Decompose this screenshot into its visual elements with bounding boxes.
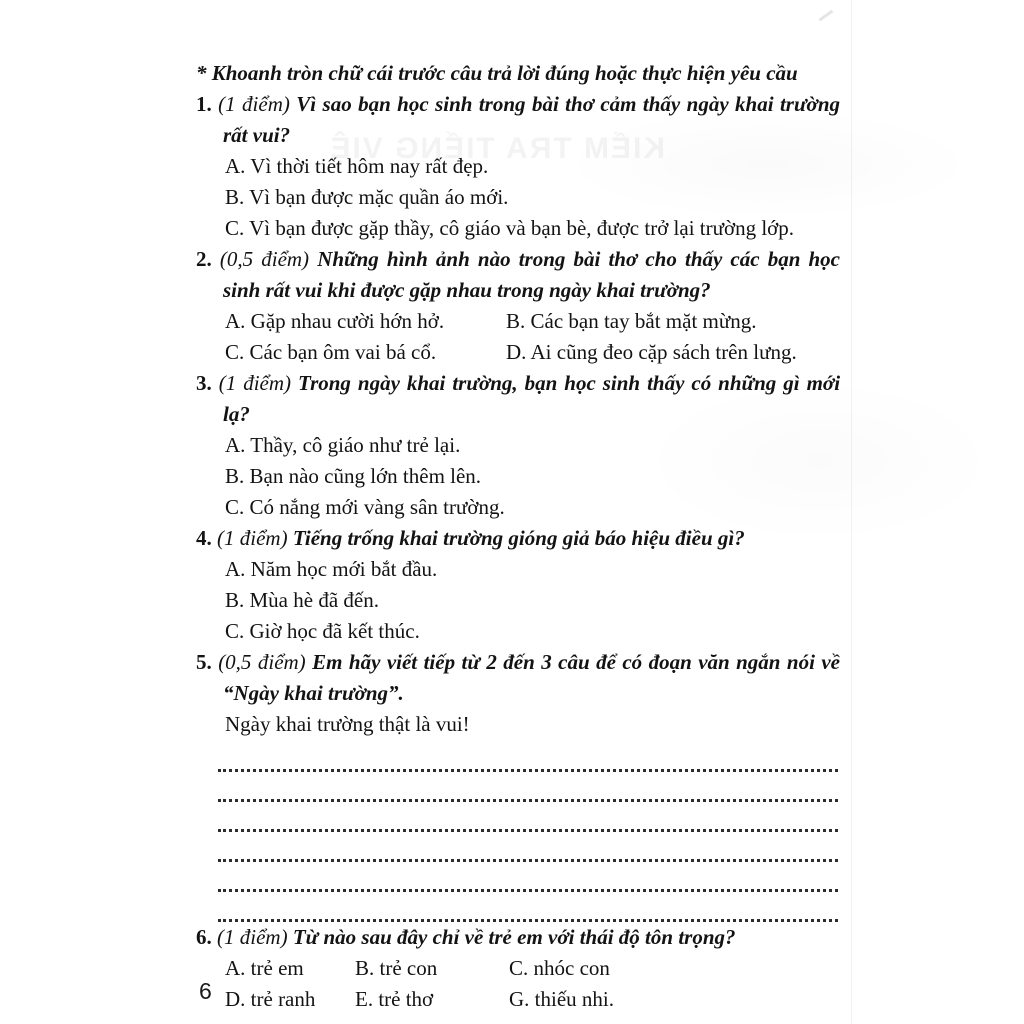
question-4-line — [196, 523, 840, 554]
question-number: 2. — [196, 247, 212, 271]
question-stem: Những hình ảnh nào trong bài thơ cho thấy các bạn học sinh rất vui khi được gặp nhau trong ngày khai trường? — [223, 247, 840, 302]
option-2b: B. Các bạn tay bắt mặt mừng. — [506, 309, 757, 333]
question-number: 5. — [196, 650, 212, 674]
answer-lines — [196, 742, 840, 922]
question-3 — [196, 368, 840, 523]
question-points: (0,5 điểm) — [218, 650, 306, 674]
question-points: (1 điểm) — [218, 92, 290, 116]
option-2a: A. Gặp nhau cười hớn hở. — [225, 309, 445, 333]
question-stem: Em hãy viết tiếp từ 2 đến 3 câu để có đoạn văn ngắn nói về “Ngày khai trường”. — [223, 650, 841, 705]
scan-edge-line — [851, 0, 852, 1024]
question-6 — [196, 922, 840, 1015]
option-4b: B. Mùa hè đã đến. — [225, 588, 379, 612]
option-6e: E. trẻ thơ — [355, 987, 434, 1011]
option-6g: G. thiếu nhi. — [509, 987, 614, 1011]
option-3a: A. Thầy, cô giáo như trẻ lại. — [225, 433, 461, 457]
question-stem: Từ nào sau đây chỉ về trẻ em với thái độ tôn trọng? — [292, 925, 736, 949]
answer-dotted-line — [218, 802, 838, 832]
answer-dotted-line — [218, 832, 838, 862]
option-6a: A. trẻ em — [225, 956, 304, 980]
answer-dotted-line — [218, 772, 838, 802]
question-number: 6. — [196, 925, 212, 949]
question-5-line — [196, 647, 840, 709]
option-3c: C. Có nắng mới vàng sân trường. — [225, 495, 505, 519]
question-stem: Trong ngày khai trường, bạn học sinh thấy có những gì mới lạ? — [223, 371, 841, 426]
question-stem: Vì sao bạn học sinh trong bài thơ cảm thấy ngày khai trường rất vui? — [223, 92, 841, 147]
option-1c: C. Vì bạn được gặp thầy, cô giáo và bạn bè, được trở lại trường lớp. — [225, 216, 795, 240]
answer-dotted-line — [218, 742, 838, 772]
scan-corner-mark — [819, 10, 834, 22]
option-4a: A. Năm học mới bắt đầu. — [225, 557, 438, 581]
question-number: 4. — [196, 526, 212, 550]
question-points: (1 điểm) — [217, 526, 288, 550]
option-6d: D. trẻ ranh — [225, 987, 316, 1011]
question-points: (1 điểm) — [217, 925, 288, 949]
instruction-heading: * Khoanh tròn chữ cái trước câu trả lời đúng hoặc thực hiện yêu cầu — [196, 61, 798, 85]
question-1-line — [196, 89, 840, 151]
bleed-through-text: KIỂM TRA TIẾNG VIỆ — [328, 132, 665, 165]
option-3b: B. Bạn nào cũng lớn thêm lên. — [225, 464, 482, 488]
question-6-line — [196, 922, 840, 953]
option-2d: D. Ai cũng đeo cặp sách trên lưng. — [506, 340, 797, 364]
question-5-prompt: Ngày khai trường thật là vui! — [225, 712, 470, 736]
question-2-line — [196, 244, 840, 306]
option-4c: C. Giờ học đã kết thúc. — [225, 619, 420, 643]
option-2c: C. Các bạn ôm vai bá cổ. — [225, 340, 437, 364]
option-1b: B. Vì bạn được mặc quần áo mới. — [225, 185, 509, 209]
page-number: 6 — [199, 978, 212, 1004]
question-4 — [196, 523, 840, 647]
question-2-options — [196, 306, 840, 368]
question-points: (1 điểm) — [218, 371, 292, 395]
question-stem: Tiếng trống khai trường gióng giả báo hiệu điều gì? — [292, 526, 745, 550]
question-6-options — [196, 953, 840, 1015]
option-6b: B. trẻ con — [355, 956, 438, 980]
answer-dotted-line — [218, 862, 838, 892]
question-2 — [196, 244, 840, 368]
question-points: (0,5 điểm) — [219, 247, 310, 271]
test-content — [196, 58, 840, 1015]
question-5 — [196, 647, 840, 922]
option-6c: C. nhóc con — [509, 956, 610, 980]
option-1a: A. Vì thời tiết hôm nay rất đẹp. — [225, 154, 489, 178]
question-number: 3. — [196, 371, 212, 395]
question-3-line — [196, 368, 840, 430]
question-number: 1. — [196, 92, 212, 116]
answer-dotted-line — [218, 892, 838, 922]
question-1 — [196, 89, 840, 244]
